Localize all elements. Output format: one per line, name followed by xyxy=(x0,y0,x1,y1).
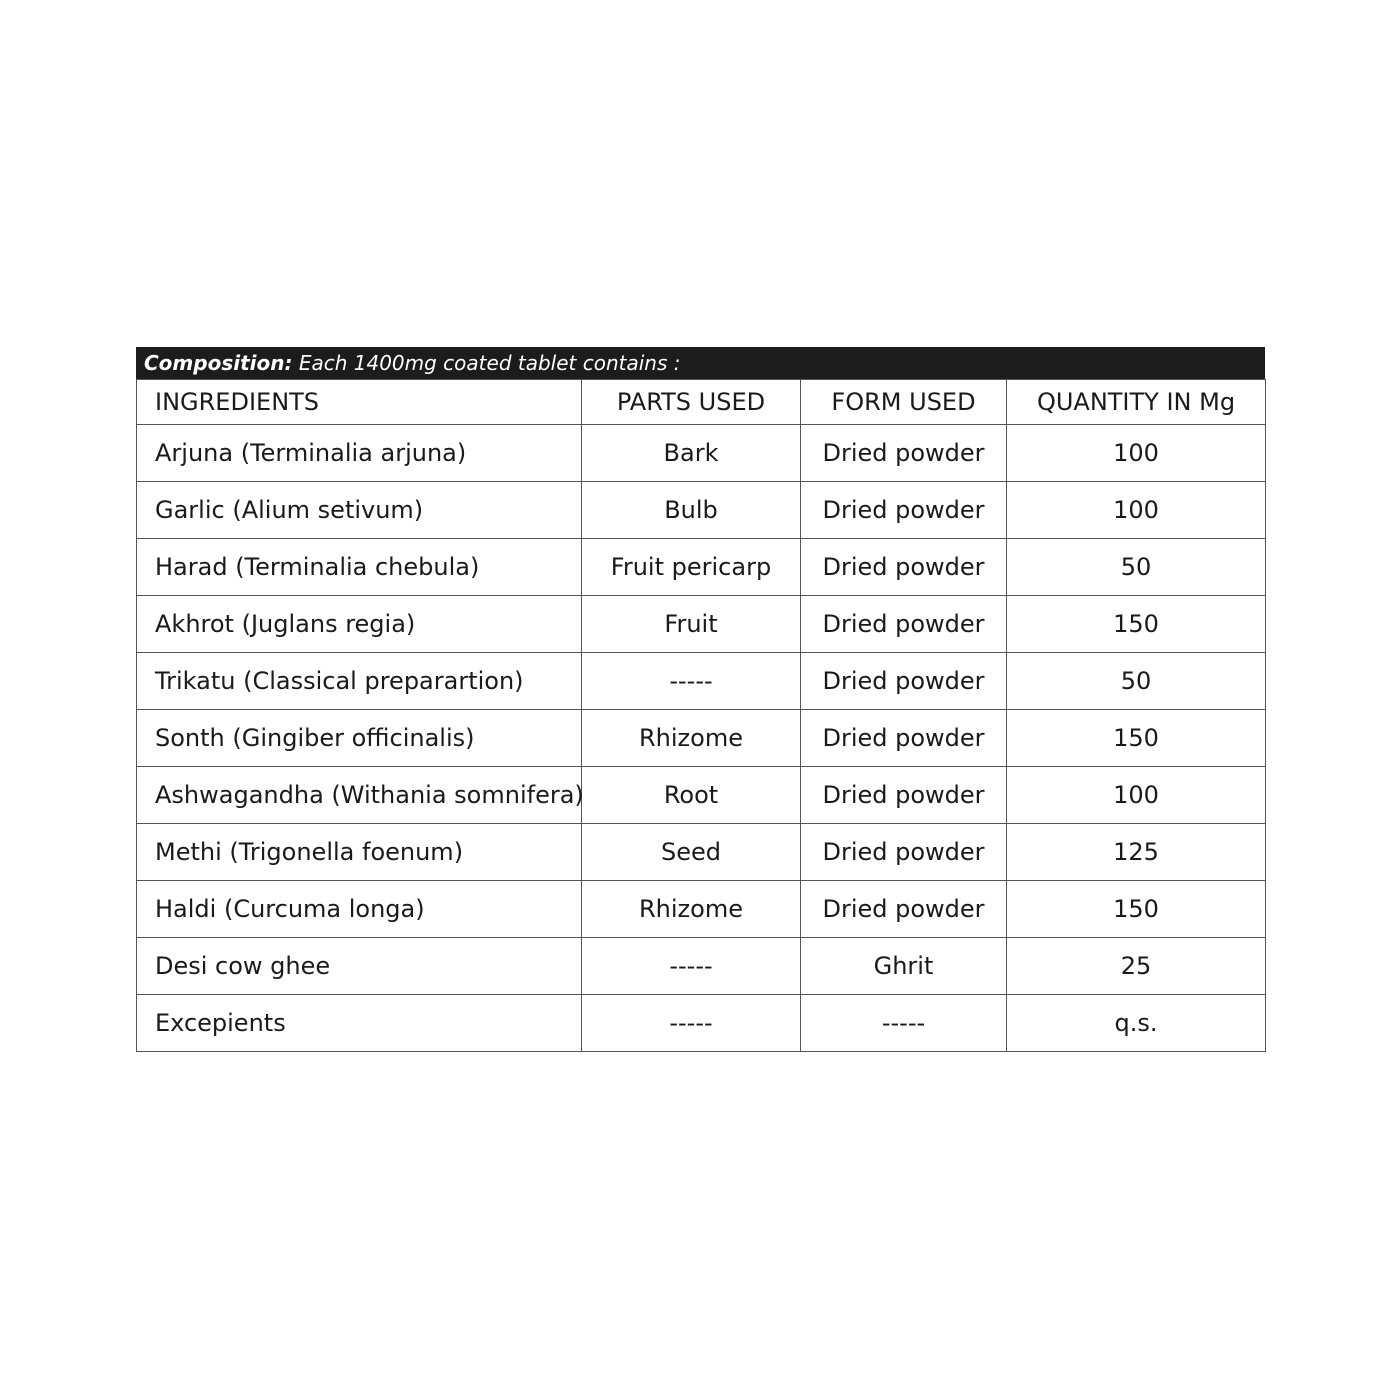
quantity-cell: 150 xyxy=(1007,596,1266,653)
header-form-used: FORM USED xyxy=(801,380,1007,425)
form-cell: ----- xyxy=(801,995,1007,1052)
part-cell: ----- xyxy=(582,938,801,995)
header-quantity: QUANTITY IN Mg xyxy=(1007,380,1266,425)
part-cell: Bark xyxy=(582,425,801,482)
composition-text: Each 1400mg coated tablet contains : xyxy=(292,351,681,375)
composition-banner xyxy=(136,347,1265,379)
composition-panel xyxy=(136,347,1265,1052)
quantity-cell: 50 xyxy=(1007,539,1266,596)
ingredient-cell: Desi cow ghee xyxy=(137,938,582,995)
ingredient-cell: Akhrot (Juglans regia) xyxy=(137,596,582,653)
part-cell: Bulb xyxy=(582,482,801,539)
form-cell: Dried powder xyxy=(801,710,1007,767)
ingredient-cell: Garlic (Alium setivum) xyxy=(137,482,582,539)
table-row xyxy=(137,881,1266,938)
quantity-cell: 100 xyxy=(1007,767,1266,824)
quantity-cell: 50 xyxy=(1007,653,1266,710)
ingredient-cell: Sonth (Gingiber officinalis) xyxy=(137,710,582,767)
form-cell: Dried powder xyxy=(801,767,1007,824)
part-cell: Rhizome xyxy=(582,710,801,767)
quantity-cell: 150 xyxy=(1007,710,1266,767)
part-cell: ----- xyxy=(582,653,801,710)
ingredient-cell: Haldi (Curcuma longa) xyxy=(137,881,582,938)
table-row xyxy=(137,710,1266,767)
header-ingredients: INGREDIENTS xyxy=(137,380,582,425)
ingredient-cell: Ashwagandha (Withania somnifera) xyxy=(137,767,582,824)
form-cell: Dried powder xyxy=(801,482,1007,539)
form-cell: Dried powder xyxy=(801,425,1007,482)
quantity-cell: 100 xyxy=(1007,425,1266,482)
part-cell: Fruit pericarp xyxy=(582,539,801,596)
ingredient-cell: Excepients xyxy=(137,995,582,1052)
ingredient-cell: Arjuna (Terminalia arjuna) xyxy=(137,425,582,482)
table-row xyxy=(137,653,1266,710)
quantity-cell: q.s. xyxy=(1007,995,1266,1052)
form-cell: Dried powder xyxy=(801,653,1007,710)
form-cell: Dried powder xyxy=(801,596,1007,653)
ingredient-cell: Trikatu (Classical preparartion) xyxy=(137,653,582,710)
form-cell: Ghrit xyxy=(801,938,1007,995)
ingredient-cell: Methi (Trigonella foenum) xyxy=(137,824,582,881)
quantity-cell: 150 xyxy=(1007,881,1266,938)
table-row xyxy=(137,995,1266,1052)
form-cell: Dried powder xyxy=(801,881,1007,938)
form-cell: Dried powder xyxy=(801,824,1007,881)
part-cell: Rhizome xyxy=(582,881,801,938)
part-cell: Seed xyxy=(582,824,801,881)
form-cell: Dried powder xyxy=(801,539,1007,596)
table-row xyxy=(137,824,1266,881)
ingredient-cell: Harad (Terminalia chebula) xyxy=(137,539,582,596)
table-header-row xyxy=(137,380,1266,425)
quantity-cell: 100 xyxy=(1007,482,1266,539)
part-cell: Root xyxy=(582,767,801,824)
part-cell: ----- xyxy=(582,995,801,1052)
quantity-cell: 25 xyxy=(1007,938,1266,995)
ingredients-table xyxy=(136,379,1266,1052)
table-row xyxy=(137,425,1266,482)
table-row xyxy=(137,539,1266,596)
header-parts-used: PARTS USED xyxy=(582,380,801,425)
quantity-cell: 125 xyxy=(1007,824,1266,881)
table-row xyxy=(137,938,1266,995)
table-row xyxy=(137,596,1266,653)
composition-lead: Composition: xyxy=(144,351,293,375)
part-cell: Fruit xyxy=(582,596,801,653)
table-row xyxy=(137,767,1266,824)
table-row xyxy=(137,482,1266,539)
